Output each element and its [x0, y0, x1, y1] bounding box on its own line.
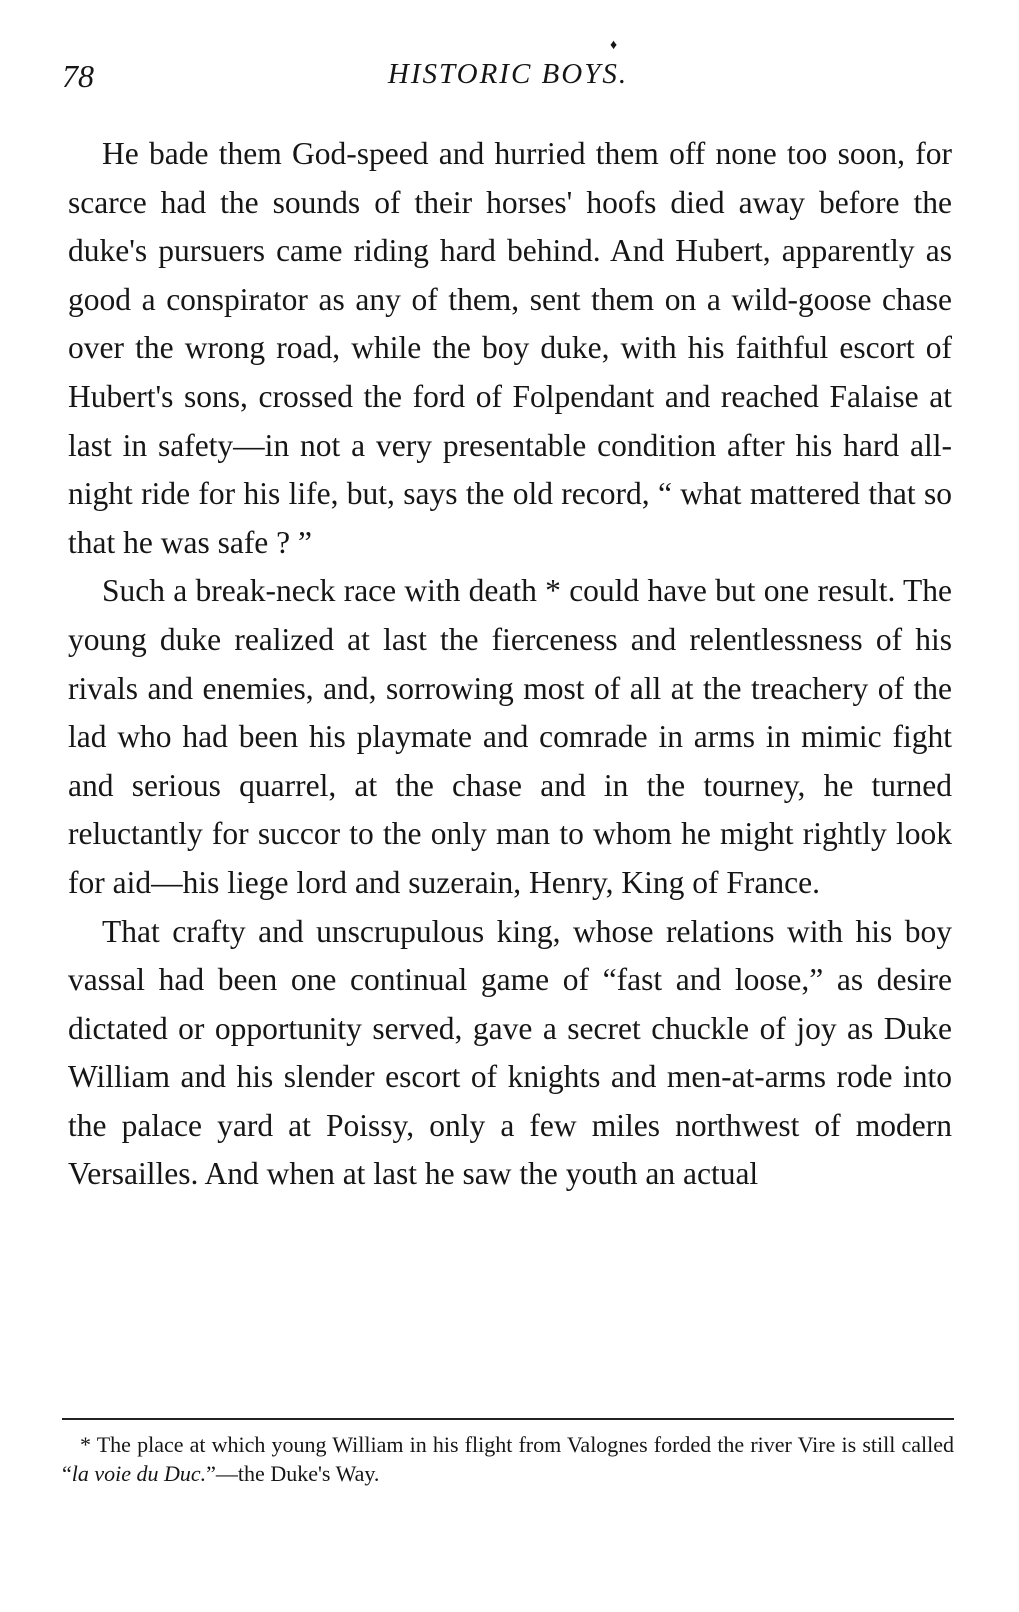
- footnote-text-end: ”—the Duke's Way.: [206, 1461, 380, 1486]
- page-header: [62, 38, 954, 102]
- paragraph: That crafty and unscrupulous king, whose relations with his boy vassal had been one continual game of “fast and loose,” as desire dictated or opportunity served, gave a secret chuckle of joy as Duke William and his slender escort of knights and men-at-arms rode into the palace yard at Poissy, only a few miles northwest of modern Versailles. And when at last he saw the youth an actual: [68, 913, 952, 1192]
- running-title: HISTORIC BOYS.: [387, 58, 629, 90]
- paragraph: He bade them God-speed and hurried them off none too soon, for scarce had the sounds of their horses' hoofs died away before the duke's pursuers came riding hard behind. And Hubert, apparently as good a conspirator as any of them, sent them on a wild-goose chase over the wrong road, while the boy duke, with his faithful escort of Hubert's sons, crossed the ford of Folpendant and reached Falaise at last in safety—in not a very presentable condition after his hard all-night ride for his life, but, says the old record, “ what mattered that so that he was safe ? ”: [68, 136, 952, 560]
- footnote-divider: [62, 1418, 954, 1420]
- body-text: [68, 130, 952, 1199]
- footnote-italic: la voie du Duc.: [71, 1461, 207, 1486]
- footnote: [62, 1430, 954, 1488]
- footnote-text: * The place at which young William in his flight from Valognes forded the river Vire is still called “: [62, 1432, 954, 1486]
- ornament-icon: ♦: [610, 38, 618, 53]
- paragraph: Such a break-neck race with death * could have but one result. The young duke realized at last the fierceness and relentlessness of his rivals and enemies, and, sorrowing most of all at the treachery of the lad who had been his playmate and comrade in arms in mimic fight and serious quarrel, at the chase and in the tourney, he turned reluctantly for succor to the only man to whom he might rightly look for aid—his liege lord and suzerain, Henry, King of France.: [68, 573, 952, 900]
- page-number: 78: [62, 58, 94, 94]
